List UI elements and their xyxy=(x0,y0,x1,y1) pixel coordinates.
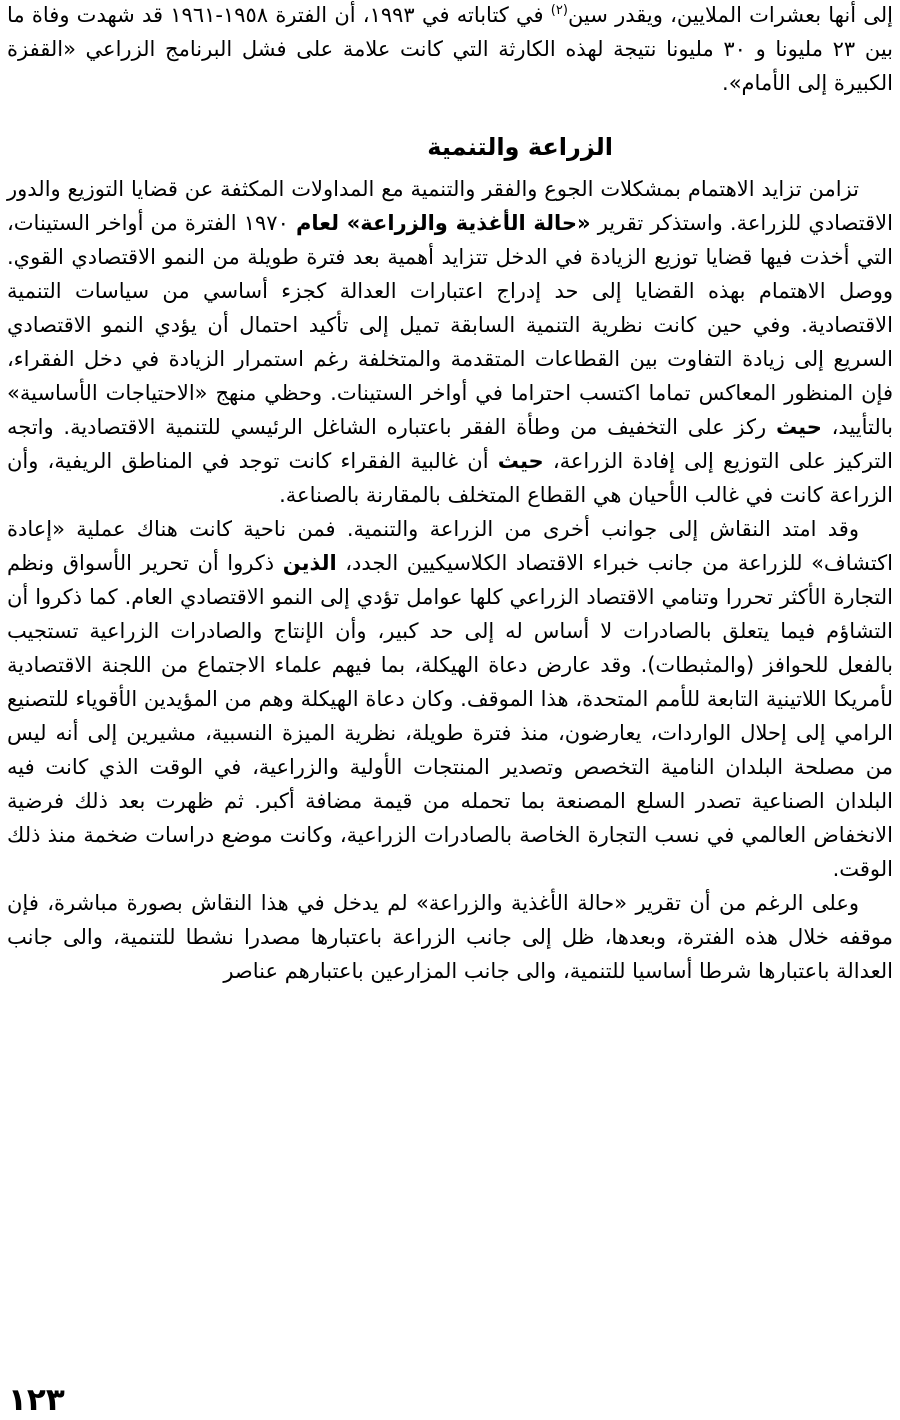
text-column xyxy=(7,0,893,988)
paragraph-continuation xyxy=(7,0,893,100)
paragraph-text: ركز على التخفيف من وطأة الفقر باعتباره الشاغل الرئيسي للتنمية الاقتصادية. واتجه التركيز على التوزيع إلى إفادة الزراعة، xyxy=(7,415,894,473)
bold-report-title: «حالة الأغذية والزراعة» لعام xyxy=(295,211,591,235)
paragraph-text: وقد امتد النقاش إلى جوانب أخرى من الزراعة والتنمية. فمن ناحية كانت هناك عملية «إعادة اكتشاف» للزراعة من جانب خبراء الاقتصاد الكلاسيكيين الجدد، xyxy=(7,517,894,575)
paragraph-text: إلى أنها بعشرات الملايين، ويقدر سين xyxy=(567,3,894,27)
page-number: ١٢٣ xyxy=(8,1382,65,1418)
paragraph-text: ١٩٧٠ الفترة من أواخر الستينات، التي أخذت فيها قضايا توزيع الزيادة في الدخل تتزايد أهمية بعد فترة طويلة من النمو الاقتصادي القوي. ووصل الاهتمام بهذه القضايا إلى حد إدراج اعتبارات العدالة كجزء أساسي من سياسات التنمية الاقتصادية. وفي حين كانت نظرية التنمية السابقة تميل إلى تأكيد احتمال أن يؤدي النمو الاقتصادي السريع إلى زيادة التفاوت بين القطاعات المتقدمة والمتخلفة رغم استمرار الزيادة في دخل الفقراء، فإن المنظور المعاكس تماما اكتسب احتراما في أواخر الستينات. وحظي منهج «الاحتياجات الأساسية» بالتأييد، xyxy=(7,211,893,439)
paragraph-text: أن غالبية الفقراء كانت توجد في المناطق الريفية، وأن الزراعة كانت في غالب الأحيان هي القطاع المتخلف بالمقارنة بالصناعة. xyxy=(7,449,893,507)
bold-emphasis-word: حيث xyxy=(497,449,544,473)
paragraph-text: في كتاباته في ١٩٩٣، أن الفترة ١٩٥٨-١٩٦١ قد شهدت وفاة ما بين ٢٣ مليونا و ٣٠ مليونا نتيجة لهذه الكارثة التي كانت علامة على فشل البرنامج الزراعي «القفزة الكبيرة إلى الأمام». xyxy=(7,3,893,95)
bold-emphasis-word: الذين xyxy=(282,551,337,575)
section-heading: الزراعة والتنمية xyxy=(427,133,613,161)
paragraph-report-position: وعلى الرغم من أن تقرير «حالة الأغذية والزراعة» لم يدخل في هذا النقاش بصورة مباشرة، فإن موقفه خلال هذه الفترة، وبعدها، ظل إلى جانب الزراعة باعتبارها مصدرا نشطا للتنمية، والى جانب العدالة باعتبارها شرطا أساسيا للتنمية، والى جانب المزارعين باعتبارهم عناصر xyxy=(7,891,893,983)
footnote-marker: (٢) xyxy=(550,3,568,18)
paragraph-debate xyxy=(7,512,893,886)
bold-emphasis-word: حيث xyxy=(775,415,822,439)
paragraph-agriculture-development xyxy=(7,172,893,512)
paragraph-text: تزامن تزايد الاهتمام بمشكلات الجوع والفقر والتنمية مع المداولات المكثفة عن قضايا التوزيع والدور الاقتصادي للزراعة. واستذكر تقرير xyxy=(7,177,893,235)
paragraph-text: ذكروا أن تحرير الأسواق ونظم التجارة الأكثر تحررا وتنامي الاقتصاد الزراعي كلها عوامل تؤدي إلى النمو الاقتصادي العام. كما ذكروا أن التشاؤم فيما يتعلق بالصادرات لا أساس له إلى حد كبير، وأن الإنتاج والصادرات الزراعية تستجيب بالفعل للحوافز (والمثبطات). وقد عارض دعاة الهيكلة، بما فيهم علماء الاجتماع من اللجنة الاقتصادية لأمريكا اللاتينية التابعة للأمم المتحدة، هذا الموقف. وكان دعاة الهيكلة وهم من المؤيدين الأقوياء للتصنيع الرامي إلى إحلال الواردات، يعارضون، منذ فترة طويلة، نظرية الميزة النسبية، مشيرين إلى أنه ليس من مصلحة البلدان النامية التخصص وتصدير المنتجات الأولية والزراعية، في الوقت الذي كانت فيه البلدان الصناعية تصدر السلع المصنعة بما تحمله من قيمة مضافة أكبر. ثم ظهرت بعد ذلك فرضية الانخفاض العالمي في نسب التجارة الخاصة بالصادرات الزراعية، وكانت موضع دراسات ضخمة منذ ذلك الوقت. xyxy=(7,551,893,881)
